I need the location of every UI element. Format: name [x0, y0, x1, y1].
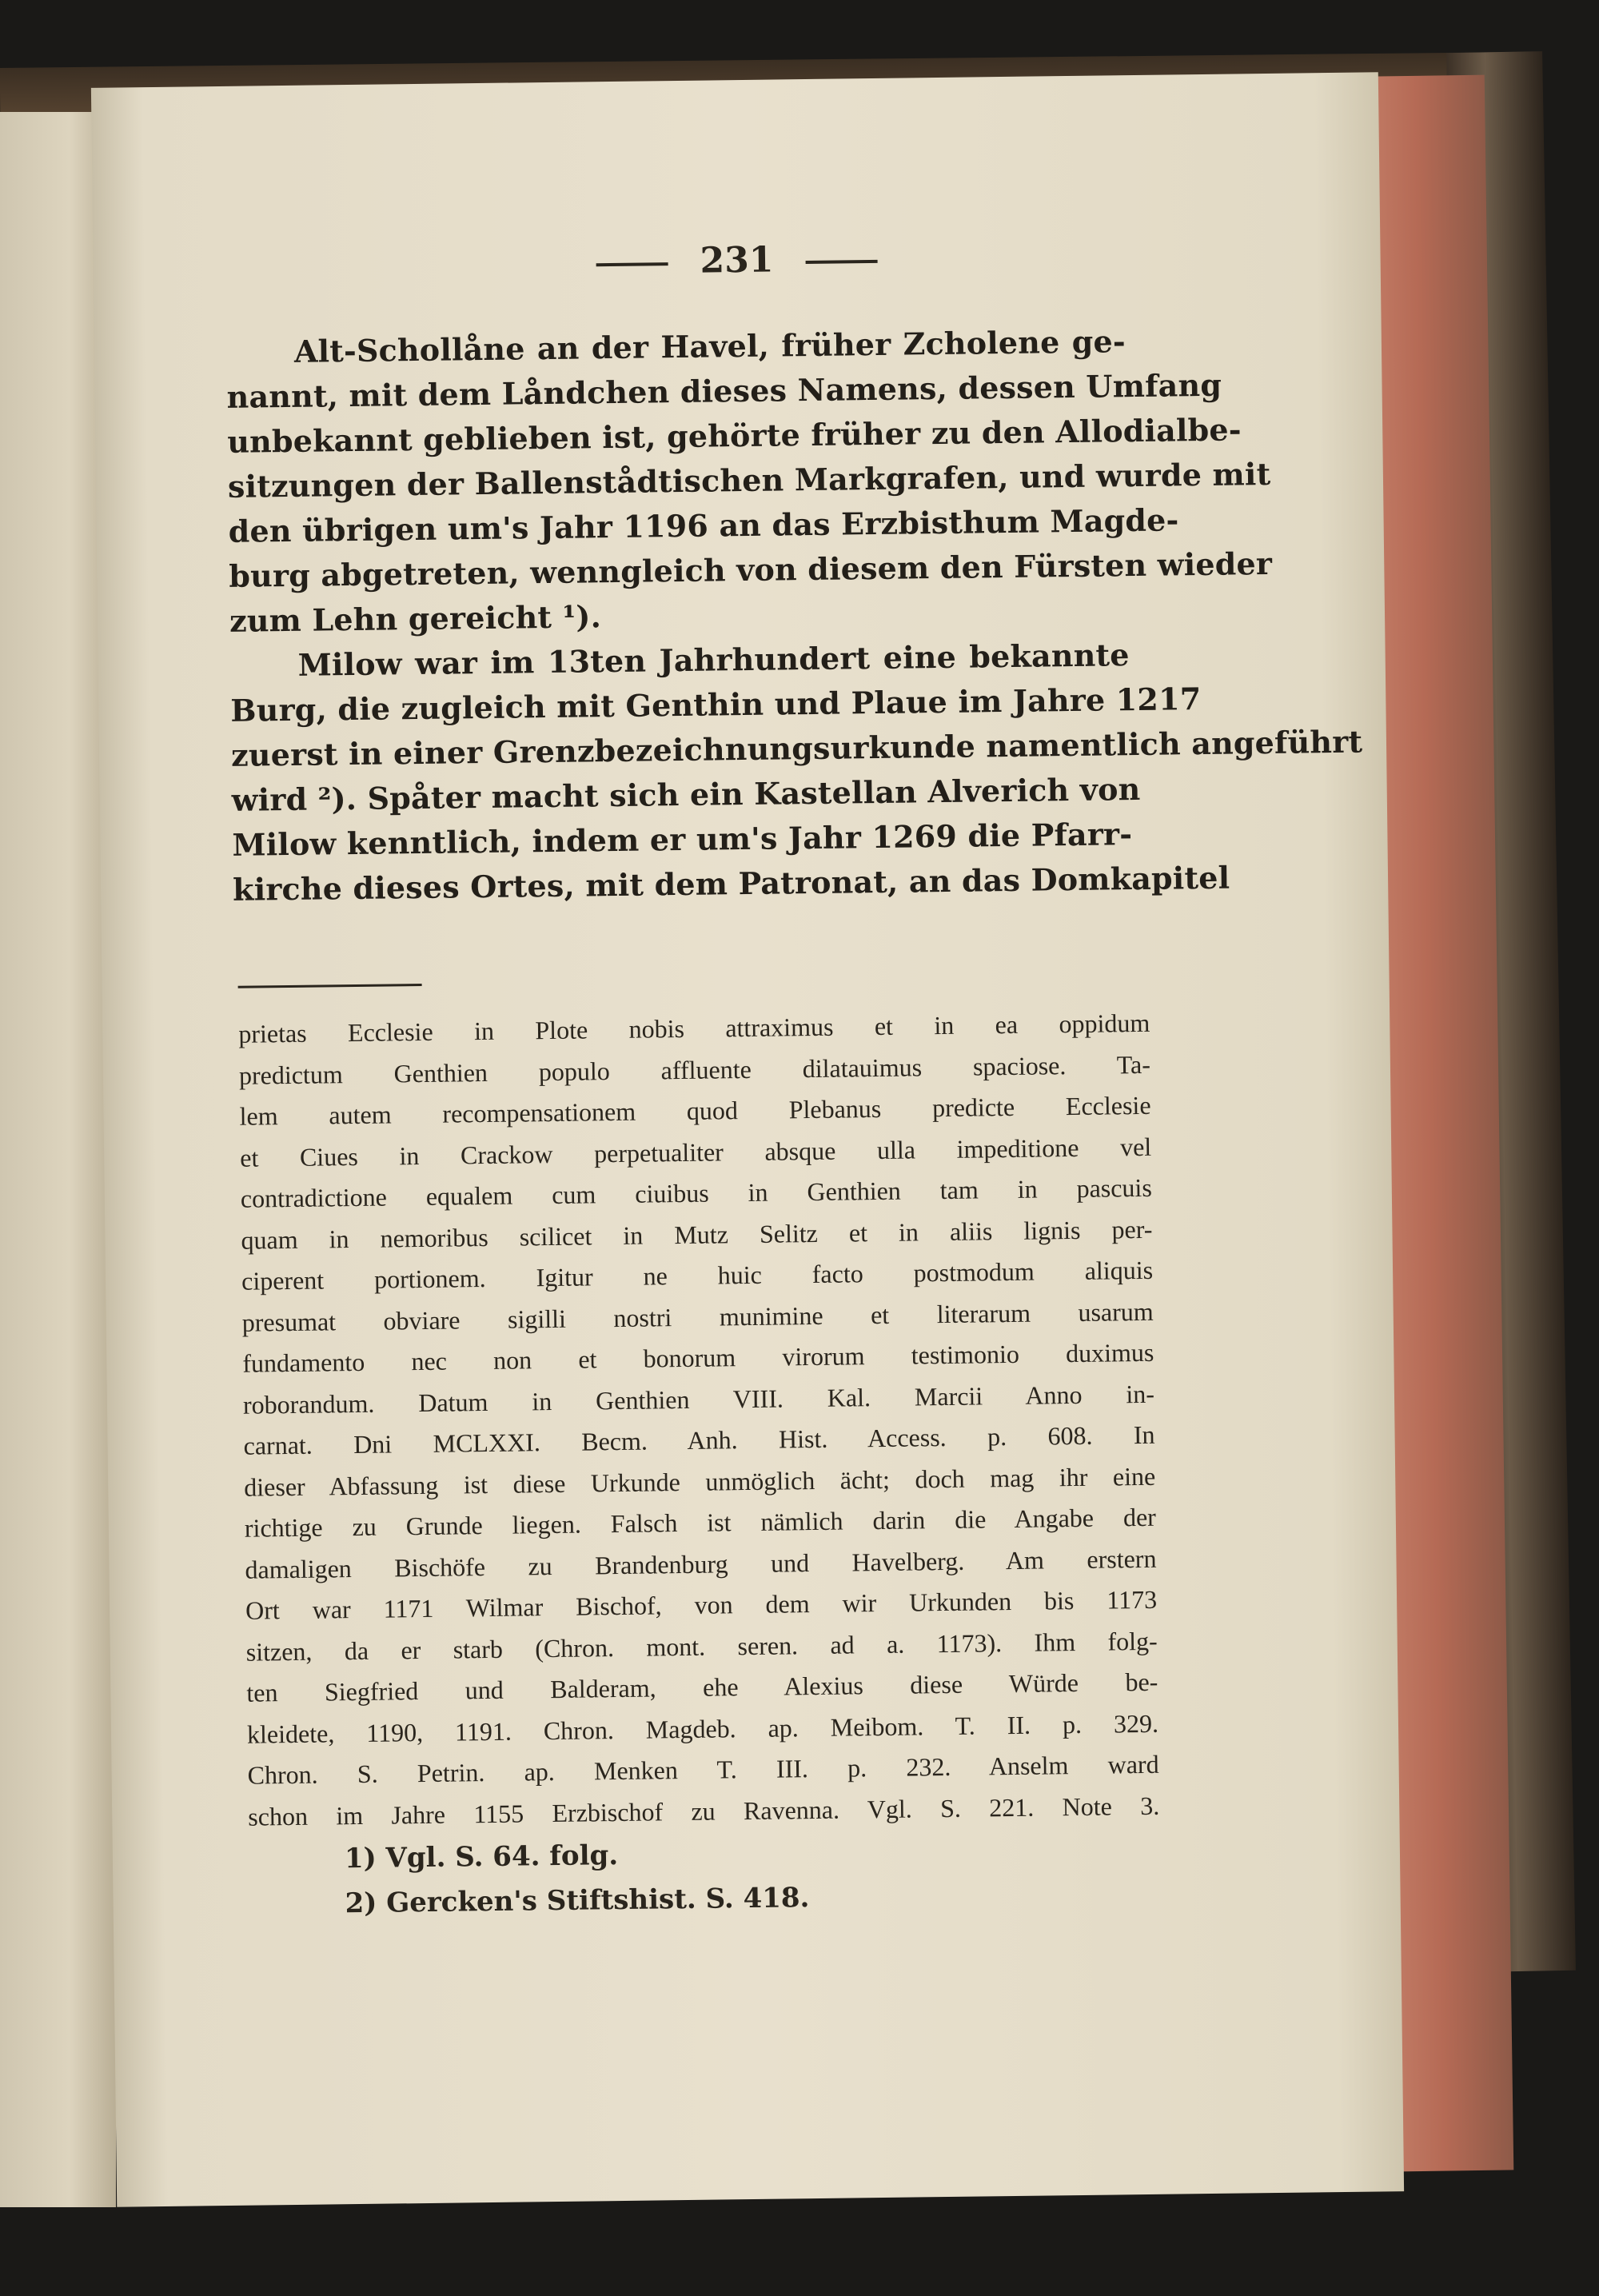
text-line: Alt-Schollåne an der Havel, früher Zcholene ge- — [293, 323, 1126, 369]
footnote-rule — [238, 984, 422, 988]
footnote-line: dieser Abfassung ist diese Urkunde unmöglich ächt; doch mag ihr eine — [244, 1461, 1156, 1502]
header-ornament-right — [805, 259, 877, 263]
text-line: wird ²). Spåter macht sich ein Kastellan Alverich von — [231, 770, 1141, 818]
footnote-line: lem autem recompensationem quod Plebanus predicte Ecclesie — [239, 1090, 1151, 1131]
footnote-line: predictum Genthien populo affluente dilatauimus spaciose. Ta- — [238, 1049, 1151, 1090]
text-line: Burg, die zugleich mit Genthin und Plaue im Jahre 1217 — [230, 681, 1202, 729]
text-line: burg abgetreten, wenngleich von diesem den Fürsten wieder — [229, 545, 1273, 594]
footnote-text — [238, 1003, 1161, 1927]
footnote-line: damaligen Bischöfe zu Brandenburg und Havelberg. Am erstern — [245, 1543, 1157, 1584]
page-header — [93, 232, 1381, 289]
footnote-line: roborandum. Datum in Genthien VIII. Kal. Marcii Anno in- — [242, 1379, 1155, 1420]
text-line: zuerst in einer Grenzbezeichnungsurkunde namentlich angeführt — [230, 723, 1363, 773]
footnote-line: et Ciues in Crackow perpetualiter absque ulla impeditione vel — [240, 1132, 1152, 1172]
main-text — [226, 319, 1363, 912]
text-line: sitzungen der Ballenstådtischen Markgrafen, und wurde mit — [227, 455, 1271, 505]
footnote-line: quam in nemoribus scilicet in Mutz Selitz et in aliis lignis per- — [241, 1214, 1153, 1255]
footnote-line: fundamento nec non et bonorum virorum testimonio duximus — [242, 1337, 1154, 1378]
footnote-line: prietas Ecclesie in Plote nobis attraximus et in ea oppidum — [238, 1008, 1150, 1048]
footnote-line: sitzen, da er starb (Chron. mont. seren. ad a. 1173). Ihm folg- — [245, 1626, 1158, 1667]
footnote-line: Chron. S. Petrin. ap. Menken T. III. p. 232. Anselm ward — [247, 1749, 1159, 1790]
header-ornament-left — [596, 262, 668, 266]
footnote-line: schon im Jahre 1155 Erzbischof zu Ravenna. Vgl. S. 221. Note 3. — [248, 1791, 1160, 1831]
text-line: nannt, mit dem Låndchen dieses Namens, dessen Umfang — [226, 366, 1222, 415]
page-number: 231 — [700, 239, 774, 282]
text-line: den übrigen um's Jahr 1196 an das Erzbisthum Magde- — [228, 501, 1179, 549]
footnote-line: richtige zu Grunde liegen. Falsch ist nämlich darin die Angabe der — [244, 1502, 1157, 1543]
footnote-line: Ort war 1171 Wilmar Bischof, von dem wir Urkunden bis 1173 — [245, 1584, 1158, 1625]
text-line: unbekannt geblieben ist, gehörte früher zu den Allodialbe- — [227, 411, 1242, 460]
footnote-line: kleidete, 1190, 1191. Chron. Magdeb. ap. Meibom. T. II. p. 329. — [246, 1708, 1159, 1749]
footnote-line: presumat obviare sigilli nostri munimine et literarum usarum — [241, 1296, 1154, 1337]
text-line: zum Lehn gereicht ¹). — [229, 598, 602, 639]
footnote-line: ten Siegfried und Balderam, ehe Alexius diese Würde be- — [246, 1667, 1158, 1707]
footnote-line: contradictione equalem cum ciuibus in Genthien tam in pascuis — [240, 1172, 1152, 1213]
footnote-1: 1) Vgl. S. 64. folg. — [344, 1839, 619, 1875]
footnote-line: carnat. Dni MCLXXI. Becm. Anh. Hist. Access. p. 608. In — [243, 1420, 1155, 1460]
text-line: kirche dieses Ortes, mit dem Patronat, an das Domkapitel — [232, 859, 1230, 908]
footnote-2: 2) Gercken's Stiftshist. S. 418. — [345, 1882, 810, 1920]
footnote-line: ciperent portionem. Igitur ne huic facto postmodum aliquis — [241, 1255, 1154, 1296]
text-line: Milow war im 13ten Jahrhundert eine bekannte — [297, 637, 1130, 683]
text-line: Milow kenntlich, indem er um's Jahr 1269 die Pfarr- — [232, 816, 1133, 863]
book-page — [91, 72, 1404, 2206]
